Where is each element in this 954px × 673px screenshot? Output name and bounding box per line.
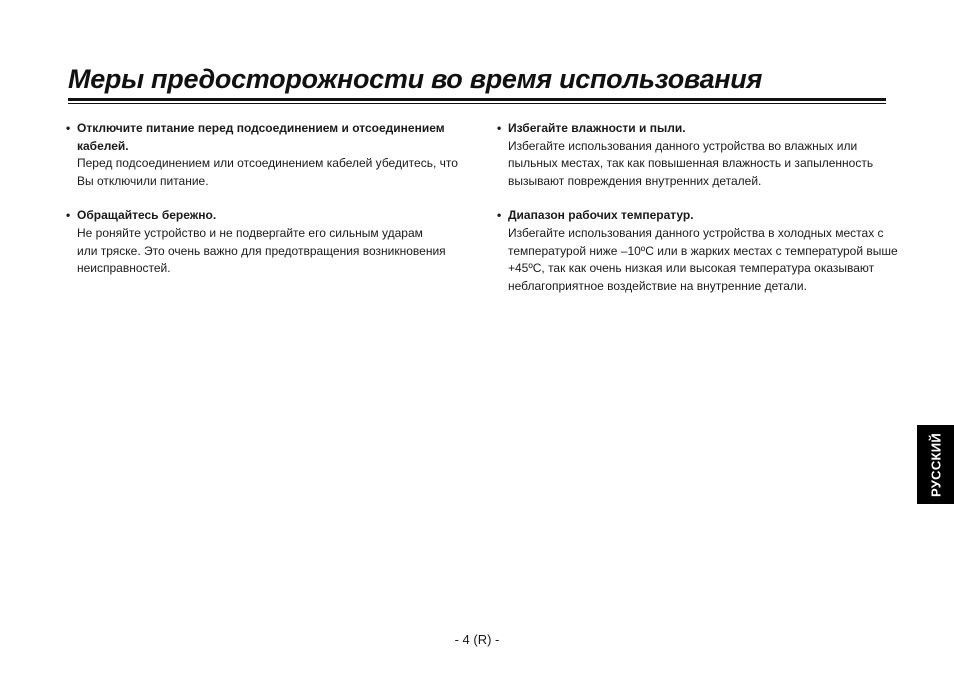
bullet-icon: • bbox=[497, 208, 502, 223]
precaution-body-line: Избегайте использования данного устройства в холодных местах с bbox=[508, 225, 884, 240]
precaution-body-line: Избегайте использования данного устройства во влажных или bbox=[508, 138, 858, 153]
precaution-item-power bbox=[66, 120, 461, 190]
precaution-body-line: температурой ниже –10ºC или в жарких местах с температурой выше bbox=[508, 243, 898, 258]
precaution-heading bbox=[497, 120, 897, 138]
left-column bbox=[66, 120, 461, 295]
precaution-body bbox=[497, 225, 897, 295]
precaution-body bbox=[497, 138, 897, 191]
title-rule-thick bbox=[68, 98, 886, 101]
page-title: Меры предосторожности во время использования bbox=[68, 64, 763, 94]
precaution-body bbox=[66, 155, 461, 190]
bullet-icon: • bbox=[497, 121, 502, 135]
page-number: - 4 (R) - bbox=[454, 632, 500, 647]
precaution-heading-text: Обращайтесь бережно. bbox=[77, 208, 217, 223]
precaution-heading bbox=[66, 120, 461, 155]
precaution-body-line: неблагоприятное воздействие на внутренние детали. bbox=[508, 278, 807, 293]
precaution-item-temperature bbox=[497, 207, 897, 295]
right-column bbox=[497, 120, 897, 312]
precaution-body-line: Не роняйте устройство и не подвергайте его сильным ударам bbox=[77, 225, 423, 240]
precaution-body-line: вызывают повреждения внутренних деталей. bbox=[508, 173, 762, 188]
precaution-body bbox=[66, 225, 461, 278]
language-tab bbox=[917, 425, 954, 504]
precaution-heading-text: Диапазон рабочих температур. bbox=[508, 208, 694, 223]
precaution-heading-text: Избегайте влажности и пыли. bbox=[508, 121, 686, 135]
precaution-body-line: Перед подсоединением или отсоединением кабелей убедитесь, что bbox=[77, 156, 458, 171]
precaution-body-line: неисправностей. bbox=[77, 261, 171, 276]
precaution-heading bbox=[66, 207, 461, 225]
language-tab-label: РУССКИЙ bbox=[928, 432, 943, 497]
precaution-body-line: +45ºC, так как очень низкая или высокая температура оказывают bbox=[508, 261, 875, 276]
precaution-heading bbox=[497, 207, 897, 225]
bullet-icon: • bbox=[66, 121, 71, 135]
precaution-body-line: Вы отключили питание. bbox=[77, 173, 209, 188]
precaution-item-handling bbox=[66, 207, 461, 277]
precaution-body-line: или тряске. Это очень важно для предотвращения возникновения bbox=[77, 243, 446, 258]
precaution-heading-text: Отключите питание перед подсоединением и отсоединением кабелей. bbox=[77, 121, 445, 153]
bullet-icon: • bbox=[66, 208, 71, 223]
title-rule-thin bbox=[68, 103, 886, 104]
precaution-item-humidity bbox=[497, 120, 897, 190]
precaution-body-line: пыльных местах, так как повышенная влажность и запыленность bbox=[508, 156, 874, 171]
